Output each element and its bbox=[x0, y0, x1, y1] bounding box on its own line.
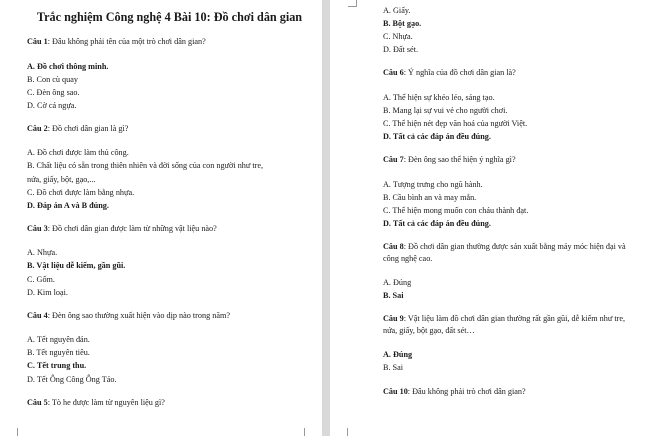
document-page-left bbox=[0, 0, 322, 436]
answer-option-correct: D. Tất cả các đáp án đều đúng. bbox=[383, 132, 491, 142]
question-block bbox=[383, 313, 640, 374]
answer-option: C. Thể hiện nét đẹp văn hoá của người Việt. bbox=[383, 119, 528, 129]
answer-option: B. Cầu bình an và may mắn. bbox=[383, 192, 477, 202]
answer-option: B. Chất liệu có sẵn trong thiên nhiên và đời sống của con người như tre, bbox=[27, 161, 264, 171]
question-number: Câu 3 bbox=[27, 223, 48, 233]
question-number: Câu 2 bbox=[27, 123, 48, 133]
document-title: Trắc nghiệm Công nghệ 4 Bài 10: Đồ chơi dân gian bbox=[36, 10, 303, 24]
answer-option: D. Đất sét. bbox=[383, 45, 419, 55]
answer-option: A. Tết nguyên đán. bbox=[27, 335, 90, 345]
question-block bbox=[383, 386, 640, 398]
answer-option-correct: A. Đồ chơi thông minh. bbox=[27, 61, 109, 71]
answer-option: C. Thể hiện mong muốn con cháu thành đạt. bbox=[383, 205, 529, 215]
answer-option: A. Đúng bbox=[383, 278, 412, 288]
question-text bbox=[27, 310, 312, 322]
page-corner-mark bbox=[348, 0, 357, 7]
answer-option: A. Tượng trưng cho ngũ hành. bbox=[383, 179, 483, 189]
answer-option: C. Đồ chơi được làm bằng nhựa. bbox=[27, 187, 135, 197]
question-block bbox=[383, 67, 640, 143]
question-block bbox=[27, 36, 312, 112]
continued-options bbox=[383, 4, 640, 56]
question-number: Câu 5 bbox=[27, 397, 48, 407]
question-block bbox=[383, 154, 640, 230]
question-block bbox=[383, 241, 640, 302]
answer-option: D. Tết Ông Công Ông Táo. bbox=[27, 374, 117, 384]
answer-option: B. Mang lại sự vui vẻ cho người chơi. bbox=[383, 105, 508, 115]
question-number: Câu 8 bbox=[383, 242, 404, 252]
answer-option: B. Tết nguyên tiêu. bbox=[27, 348, 90, 358]
answer-option-correct: C. Tết trung thu. bbox=[27, 361, 87, 371]
answer-option-correct: A. Đúng bbox=[383, 350, 413, 360]
page-corner-mark bbox=[339, 428, 348, 436]
left-question-list bbox=[27, 36, 312, 408]
question-text bbox=[27, 123, 312, 135]
question-block bbox=[27, 397, 312, 409]
answer-option-correct: D. Đáp án A và B đúng. bbox=[27, 200, 109, 210]
answer-option-correct: B. Sai bbox=[383, 291, 404, 301]
question-number: Câu 4 bbox=[27, 310, 48, 320]
question-number: Câu 6 bbox=[383, 68, 404, 78]
answer-option: B. Sai bbox=[383, 363, 404, 373]
question-body: : Đồ chơi dân gian được làm từ những vật liệu nào? bbox=[47, 223, 217, 233]
question-body: : Đồ chơi dân gian là gì? bbox=[47, 123, 129, 133]
answer-option: D. Cờ cá ngựa. bbox=[27, 100, 77, 110]
answer-option: C. Gốm. bbox=[27, 274, 55, 284]
question-text bbox=[383, 241, 640, 264]
answer-option: A. Đồ chơi được làm thủ công. bbox=[27, 148, 129, 158]
answer-option: D. Kim loại. bbox=[27, 287, 68, 297]
answer-option: C. Nhựa. bbox=[383, 32, 413, 42]
question-text bbox=[383, 67, 640, 79]
document-page-right bbox=[330, 0, 650, 436]
answer-option: nứa, giấy, bột, gạo,... bbox=[27, 174, 96, 184]
question-body: : Đồ chơi dân gian thường được sản xuất bằng máy móc hiện đại và công nghệ cao. bbox=[383, 242, 626, 263]
question-block bbox=[27, 223, 312, 299]
question-body: : Vật liệu làm đồ chơi dân gian thường rất gần gũi, dễ kiếm như tre, nứa, giấy, bột gạo, đất sét… bbox=[383, 314, 626, 335]
answer-option: B. Con cù quay bbox=[27, 74, 78, 84]
question-text bbox=[27, 36, 312, 48]
answer-option: A. Giấy. bbox=[383, 6, 411, 15]
question-body: : Đâu không phải trò chơi dân gian? bbox=[407, 386, 526, 396]
question-text bbox=[383, 313, 640, 336]
question-number: Câu 10 bbox=[383, 386, 408, 396]
question-block bbox=[27, 310, 312, 386]
question-body: : Đèn ông sao thường xuất hiện vào dịp nào trong năm? bbox=[47, 310, 230, 320]
question-text bbox=[27, 223, 312, 235]
question-text bbox=[27, 397, 312, 409]
question-number: Câu 7 bbox=[383, 155, 404, 165]
question-text bbox=[383, 154, 640, 166]
answer-option-correct: B. Bột gạo. bbox=[383, 19, 422, 29]
answer-option: A. Nhựa. bbox=[27, 248, 58, 258]
question-text bbox=[383, 386, 640, 398]
answer-option: A. Thể hiện sự khéo léo, sáng tạo. bbox=[383, 92, 495, 102]
answer-option-correct: B. Vật liệu dễ kiếm, gần gũi. bbox=[27, 261, 126, 271]
question-number: Câu 9 bbox=[383, 314, 404, 324]
answer-option: C. Đèn ông sao. bbox=[27, 87, 80, 97]
answer-option-correct: D. Tất cả các đáp án đều đúng. bbox=[383, 219, 491, 229]
question-body: : Đâu không phải tên của một trò chơi dân gian? bbox=[47, 37, 206, 46]
question-body: : Ý nghĩa của đồ chơi dân gian là? bbox=[403, 68, 516, 78]
question-block bbox=[27, 123, 312, 212]
question-number: Câu 1 bbox=[27, 37, 48, 46]
page-corner-mark bbox=[9, 428, 18, 436]
page-corner-mark bbox=[304, 428, 313, 436]
question-body: : Đèn ông sao thể hiện ý nghĩa gì? bbox=[403, 155, 516, 165]
right-question-list bbox=[383, 67, 640, 397]
question-body: : Tò he được làm từ nguyên liệu gì? bbox=[47, 397, 165, 407]
